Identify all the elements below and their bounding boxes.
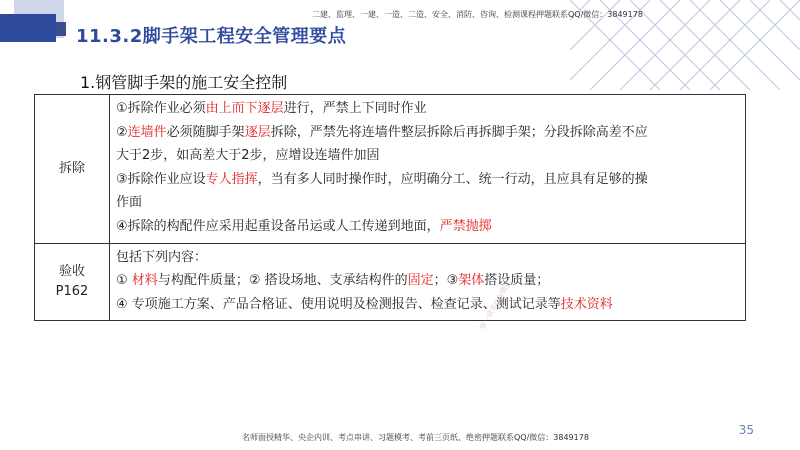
emphasis-text: 专人指挥: [205, 171, 258, 187]
line-text: 作面: [116, 195, 143, 211]
row-content-acceptance: [110, 243, 746, 321]
line-text: 大于2步，如高差大于2步，应增设连墙件加固: [116, 148, 380, 164]
emphasis-text: 逐层: [244, 124, 271, 140]
line-text: ①拆除作业必须: [116, 101, 206, 116]
emphasis-text: 连墙件: [127, 124, 167, 140]
row-label-acceptance: [35, 243, 110, 321]
bottom-contact-note: 名师面授精华、央企内训、考点串讲、习题模考、考前三页纸、绝密押题联系QQ/微信：3849178: [242, 433, 589, 442]
line-text: ④拆除的构配件应采用起重设备吊运或人工传递到地面，: [116, 218, 440, 234]
line-text: ，当有多人同时操作时，应明确分工、统一行动，且应具有足够的操: [257, 171, 648, 187]
watermark: 唯一联系QQ/微信: [478, 279, 514, 331]
page-number: 35: [738, 423, 754, 437]
line-text: ；③: [433, 273, 459, 289]
content-line: [116, 121, 745, 145]
top-contact-note: 二建、监理、一建、一造、二造、安全、消防、咨询、检测课程押题联系QQ/微信：3849178: [312, 10, 643, 19]
emphasis-text: 由上而下逐层: [205, 101, 284, 116]
acceptance-label-text: 验收: [58, 263, 85, 279]
line-text: ②: [116, 124, 128, 140]
line-text: 必须随脚手架: [166, 124, 245, 140]
line-text: ③拆除作业应设: [116, 171, 206, 187]
safety-table: [34, 94, 746, 321]
line-text: 进行，严禁上下同时作业: [283, 101, 427, 116]
row-content-dismantle: [110, 95, 746, 244]
content-line: [116, 246, 745, 270]
content-line: [116, 293, 745, 317]
content-line: [116, 97, 745, 121]
line-text: ①: [116, 273, 132, 289]
section-title: 11.3.2脚手架工程安全管理要点: [76, 26, 347, 47]
emphasis-text: 技术资料: [560, 296, 613, 312]
emphasis-text: 架体: [458, 273, 485, 289]
content-line: [116, 191, 745, 215]
emphasis-text: 材料: [131, 273, 158, 289]
emphasis-text: 固定: [407, 273, 434, 289]
line-text: 包括下列内容：: [116, 249, 208, 265]
table-row-dismantle: [35, 95, 746, 244]
acceptance-page-ref: P162: [55, 283, 89, 299]
corner-decoration-blue: [0, 14, 56, 42]
emphasis-text: 严禁抛掷: [439, 218, 492, 234]
line-text: 与构配件质量；② 搭设场地、支承结构件的: [157, 273, 408, 289]
corner-decoration-dark: [56, 22, 66, 36]
line-text: 拆除，严禁先将连墙件整层拆除后再拆脚手架；分段拆除高差不应: [270, 124, 648, 140]
content-line: [116, 269, 745, 293]
content-line: [116, 215, 745, 239]
line-text: ④ 专项施工方案、产品合格证、使用说明及检测报告、检查记录、测试记录等: [116, 296, 561, 312]
table-row-acceptance: [35, 243, 746, 321]
subtitle: 1.钢管脚手架的施工安全控制: [80, 73, 288, 92]
line-text: 搭设质量；: [484, 273, 550, 289]
row-label-dismantle: 拆除: [35, 95, 110, 244]
content-line: [116, 144, 745, 168]
content-line: [116, 168, 745, 192]
